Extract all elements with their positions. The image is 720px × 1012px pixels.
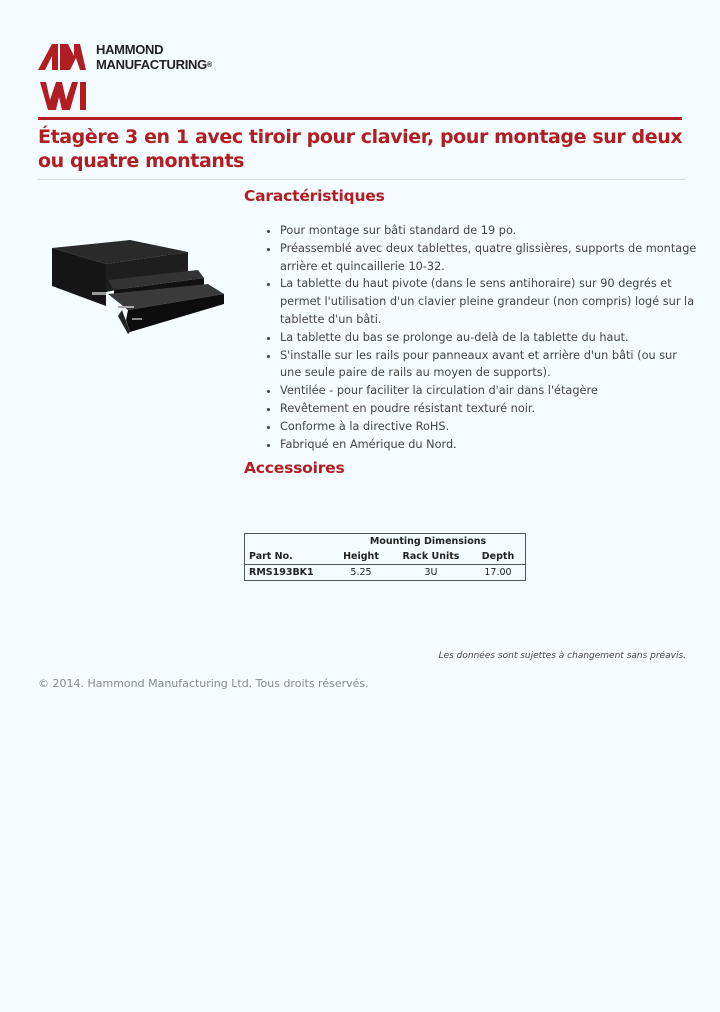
column-header: Part No. — [249, 551, 293, 562]
logo-line-2: MANUFACTURING — [96, 57, 207, 72]
list-item: • S'installe sur les rails pour panneaux avant et arrière d'un bâti (ou sur une seule paire de rails au moyen de supports). — [280, 347, 700, 383]
column-header: Rack Units — [402, 551, 460, 562]
logo-line-1: HAMMOND — [96, 42, 164, 57]
header-rule — [38, 117, 682, 120]
column-header: Height — [343, 551, 379, 562]
rack-units-cell: 3U — [391, 565, 471, 581]
height-cell: 5.25 — [331, 565, 391, 581]
company-logo — [38, 42, 228, 114]
part-number-cell: RMS193BK1 — [245, 565, 332, 581]
title-divider — [38, 179, 686, 180]
copyright-text: © 2014. Hammond Manufacturing Ltd. Tous droits réservés. — [38, 677, 369, 690]
features-list — [264, 222, 700, 453]
list-item: • La tablette du bas se prolonge au-delà de la tablette du haut. — [280, 329, 700, 347]
list-item: • La tablette du haut pivote (dans le sens antihoraire) sur 90 degrés et permet l'utilisation d'un clavier pleine grandeur (non compris) logé sur la tablette d'un bâti. — [280, 275, 700, 328]
accessories-heading: Accessoires — [244, 459, 345, 477]
features-heading: Caractéristiques — [244, 187, 385, 205]
table-header-row — [245, 549, 526, 565]
hammond-logo-icon — [38, 42, 88, 112]
product-image — [48, 236, 228, 336]
list-item: • Préassemblé avec deux tablettes, quatre glissières, supports de montage arrière et quincaillerie 10-32. — [280, 240, 700, 276]
group-header: Mounting Dimensions — [369, 536, 487, 547]
depth-cell: 17.00 — [471, 565, 526, 581]
list-item: • Fabriqué en Amérique du Nord. — [280, 436, 700, 454]
table-row — [245, 565, 526, 581]
registered-mark: ® — [206, 62, 212, 70]
list-item: • Ventilée - pour faciliter la circulation d'air dans l'étagère — [280, 382, 700, 400]
list-item: • Pour montage sur bâti standard de 19 po. — [280, 222, 700, 240]
page-title: Étagère 3 en 1 avec tiroir pour clavier, pour montage sur deux ou quatre montants — [38, 126, 683, 172]
list-item: • Conforme à la directive RoHS. — [280, 418, 700, 436]
logo-wordmark — [96, 42, 212, 73]
disclaimer-text: Les données sont sujettes à changement sans préavis. — [438, 651, 686, 661]
list-item: • Revêtement en poudre résistant texturé noir. — [280, 400, 700, 418]
specs-table — [244, 533, 526, 581]
table-group-header-row — [245, 534, 526, 550]
column-header: Depth — [481, 551, 515, 562]
